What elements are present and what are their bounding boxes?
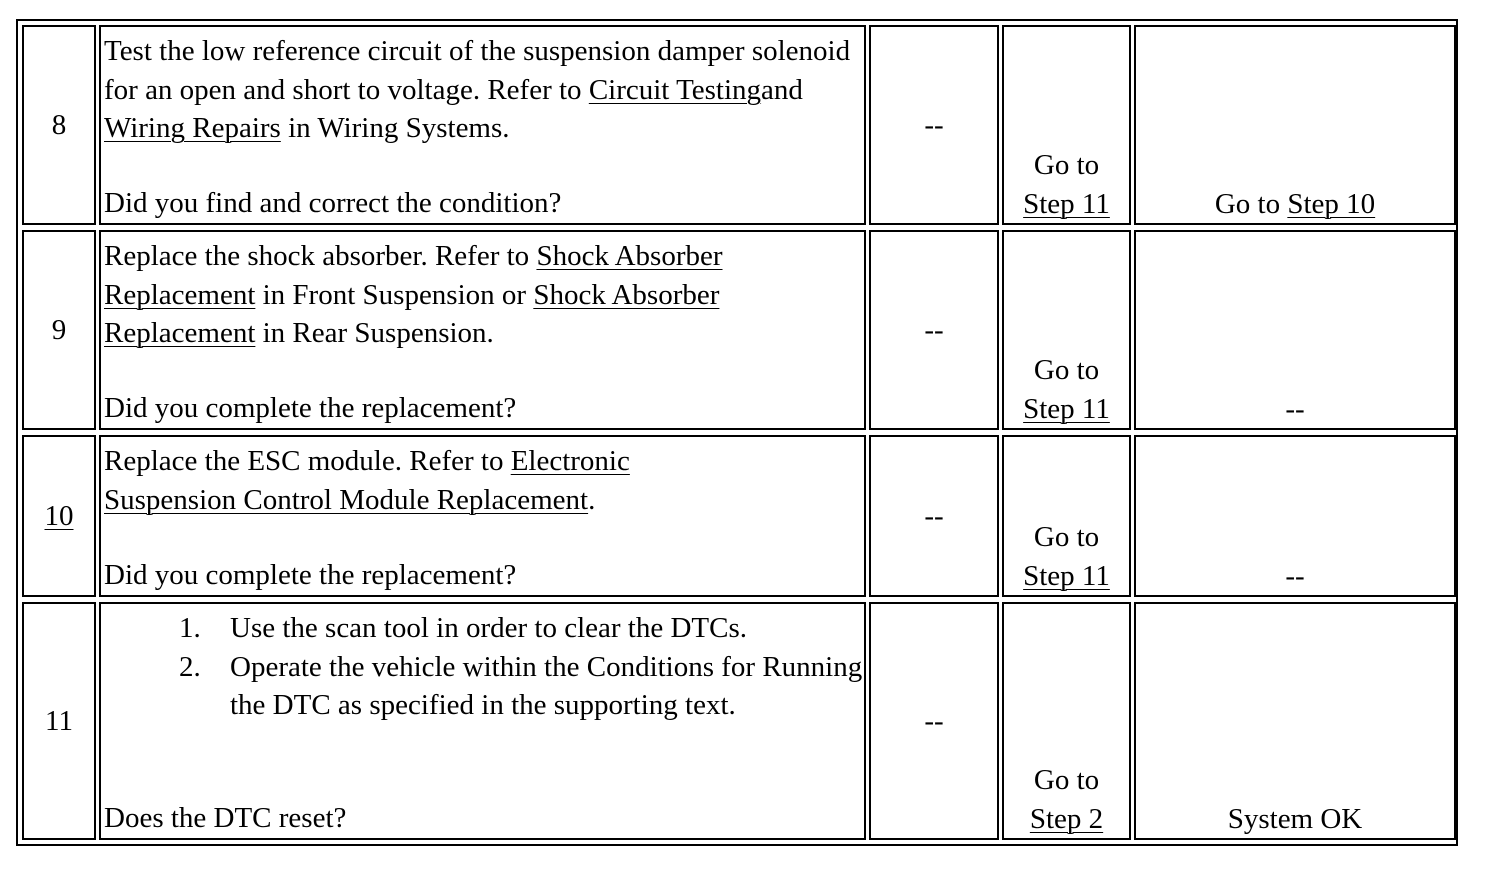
step-no-cell [1134,25,1456,225]
no-text: -- [1285,559,1305,592]
step-instructions-list [104,609,864,725]
step-question: Did you complete the replacement? [104,391,517,424]
wiring-repairs-link[interactable]: Wiring Repairs [104,112,281,144]
step-value-cell [869,602,999,840]
step-yes-cell [1002,602,1131,840]
no-text: -- [1285,392,1305,425]
step-value: -- [924,108,944,141]
step-number: 11 [45,704,73,737]
step-no-cell [1134,602,1456,840]
no-text: System OK [1227,802,1363,835]
step-value-cell [869,230,999,430]
step-question: Does the DTC reset? [104,801,347,834]
step-instructions: Test the low reference circuit of the suspension damper solenoid for an open and short to voltage. Refer to Circuit Testingand Wiring Repairs in Wiring Systems. [104,35,851,144]
step-value: -- [924,499,944,532]
yes-step-link[interactable]: Step 11 [1023,559,1110,592]
no-step-link[interactable]: Step 10 [1287,187,1376,220]
step-value-cell [869,435,999,597]
yes-step-link[interactable]: Step 11 [1023,187,1110,220]
circuit-testing-link[interactable]: Circuit Testing [588,73,762,106]
step-number: 8 [51,108,67,141]
step-yes-cell [1002,25,1131,225]
yes-prefix: Go to [1033,354,1100,386]
yes-prefix: Go to [1033,149,1100,181]
no-prefix: Go to [1214,187,1288,220]
esc-module-replacement-link[interactable]: Electronic Suspension Control Module Replacement [104,445,630,516]
list-item: 2. Operate the vehicle within the Conditions for Running the DTC as specified in the supporting text. [208,648,864,725]
step-yes-cell [1002,435,1131,597]
step-description-cell [99,602,866,840]
step-number-cell [22,435,96,597]
rear-shock-absorber-replacement-link[interactable]: Shock Absorber Replacement [104,278,720,349]
step-question: Did you complete the replacement? [104,558,517,591]
step-number: 9 [51,313,67,346]
step-number-cell [22,602,96,840]
step-value-cell [869,25,999,225]
step-no-cell [1134,230,1456,430]
yes-step-link[interactable]: Step 11 [1023,392,1110,425]
yes-prefix: Go to [1033,521,1100,553]
yes-prefix: Go to [1033,764,1100,796]
step-instructions: Replace the ESC module. Refer to Electronic Suspension Control Module Replacement. [104,445,630,516]
list-item: 1. Use the scan tool in order to clear the DTCs. [208,609,864,648]
step-number-cell [22,25,96,225]
step-question: Did you find and correct the condition? [104,186,562,219]
step-description-cell [99,435,866,597]
step-yes-cell [1002,230,1131,430]
step-number-link[interactable]: 10 [44,499,74,532]
step-value: -- [924,704,944,737]
step-description-cell [99,230,866,430]
step-instructions: Replace the shock absorber. Refer to Shock Absorber Replacement in Front Suspension or Shock Absorber Replacement in Rear Suspension. [104,240,723,349]
step-no-cell [1134,435,1456,597]
step-number-cell [22,230,96,430]
diagnostic-table [16,19,1458,846]
step-value: -- [924,313,944,346]
yes-step-link[interactable]: Step 2 [1029,802,1104,835]
step-description-cell [99,25,866,225]
front-shock-absorber-replacement-link[interactable]: Shock Absorber Replacement [104,240,723,311]
